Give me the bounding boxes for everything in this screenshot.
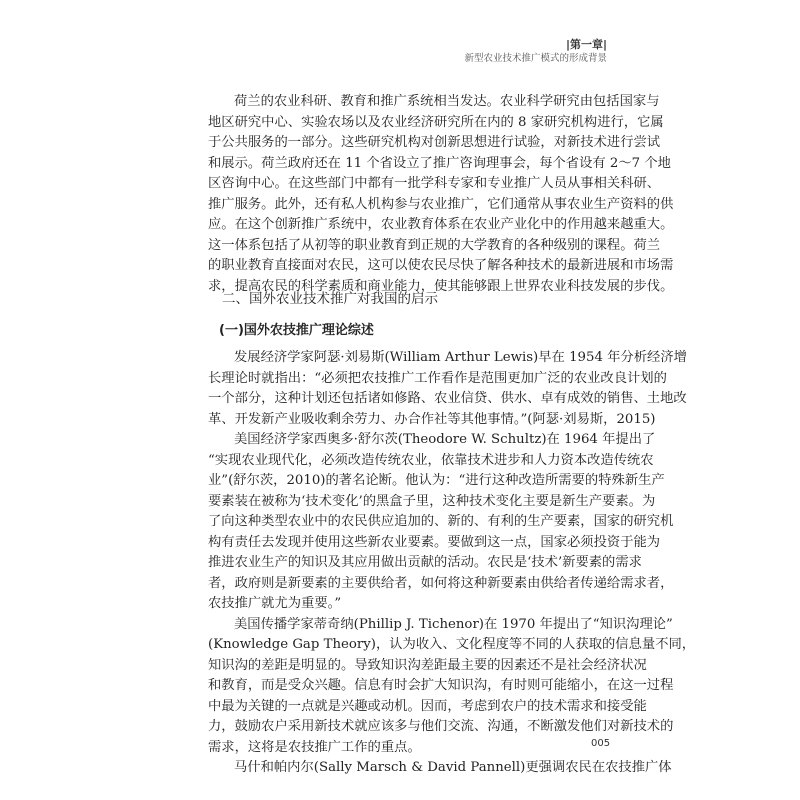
section-heading: 二、国外农业技术推广对我国的启示	[222, 291, 438, 307]
text-line: 了向这种类型农业中的农民供应追加的、新的、有利的生产要素，国家的研究机	[208, 514, 674, 529]
text-line: 荷兰的农业科研、教育和推广系统相当发达。农业科学研究由包括国家与	[234, 94, 660, 109]
text-line: 中最为关键的一点就是兴趣或动机。因而，考虑到农户的技术需求和接受能	[208, 698, 647, 714]
text-line: 美国经济学家西奥多·舒尔茨(Theodore W. Schultz)在 1964 年提出了	[234, 432, 656, 447]
text-line: 一个部分，这种计划还包括诸如修路、农业信贷、供水、卓有成效的销售、土地改	[208, 391, 687, 406]
paragraph-marsch-pannell	[208, 758, 672, 779]
text-line: 者，政府则是新要素的主要供给者，如何将这种新要素由供给者传递给需求者，	[208, 575, 674, 591]
text-line: 长理论时就指出：“必须把农技推广工作看作是范围更加广泛的农业改良计划的	[208, 370, 667, 386]
text-line: “实现农业现代化，必须改造传统农业，依靠技术进步和人力资本改造传统农	[208, 452, 654, 468]
text-line: 业”(舒尔茨，2010)的著名论断。他认为：“进行这种改造所需要的特殊新生产	[208, 473, 665, 488]
text-line: 推广服务。此外，还有私人机构参与农业推广，它们通常从事农业生产资料的供	[208, 196, 674, 212]
paragraph-netherlands	[208, 92, 674, 297]
paragraph-schultz	[208, 430, 674, 615]
chapter-label: |第一章|	[565, 38, 607, 51]
text-line: 和展示。荷兰政府还在 11 个省设立了推广咨询理事会，每个省设有 2～7 个地	[208, 155, 671, 171]
paragraph-tichenor	[208, 615, 696, 759]
subsection-heading: (一)国外农技推广理论综述	[219, 323, 374, 338]
text-line: 美国传播学家蒂奇纳(Phillip J. Tichenor)在 1970 年提出了“知识沟理论”	[234, 616, 673, 632]
text-line: 和教育，而是受众兴趣。信息有时会扩大知识沟，有时则可能缩小，在这一过程	[208, 678, 674, 693]
body-text-theories	[208, 348, 696, 779]
text-line: 需求，这将是农技推广工作的重点。	[208, 739, 421, 755]
paragraph-lewis	[208, 348, 687, 430]
text-line: 发展经济学家阿瑟·刘易斯(William Arthur Lewis)早在 1954 年分析经济增	[234, 350, 687, 365]
chapter-subtitle: 新型农业技术推广模式的形成背景	[464, 53, 607, 64]
text-line: 要素装在被称为‘技术变化’的黑盒子里，这种技术变化主要是新生产要素。为	[208, 493, 656, 509]
text-line: 知识沟的差距是明显的。导致知识沟差距最主要的因素还不是社会经济状况	[208, 657, 647, 673]
text-line: 区咨询中心。在这些部门中都有一批学科专家和专业推广人员从事相关科研、	[208, 176, 661, 191]
text-line: 革、开发新产业吸收剩余劳力、办合作社等其他事情。”(阿瑟·刘易斯，2015)	[208, 411, 656, 427]
text-line: 求，提高农民的科学素质和商业能力，使其能够跟上世界农业科技发展的步伐。	[208, 278, 674, 294]
text-line: 这一体系包括了从初等的职业教育到正规的大学教育的各种级别的课程。荷兰	[208, 237, 661, 253]
text-line: 构有责任去发现并使用这些新农业要素。要做到这一点，国家必须投资于能为	[208, 534, 661, 550]
text-line: 于公共服务的一部分。这些研究机构对创新思想进行试验，对新技术进行尝试	[208, 135, 661, 150]
text-line: 马什和帕内尔(Sally Marsch & David Pannell)更强调农民在农技推广体	[234, 760, 672, 775]
text-line: 推进农业生产的知识及其应用做出贡献的活动。农民是‘技术’新要素的需求	[208, 555, 642, 570]
text-line: 应。在这个创新推广系统中，农业教育体系在农业产业化中的作用越来越重大。	[208, 217, 674, 232]
text-line: 农技推广就尤为重要。”	[208, 596, 342, 611]
page-number: 005	[591, 738, 611, 749]
running-header	[464, 38, 607, 66]
text-line: (Knowledge Gap Theory)，认为收入、文化程度等不同的人获取的信息量不同，	[208, 637, 696, 652]
text-line: 地区研究中心、实验农场以及农业经济研究所在内的 8 家研究机构进行，它属	[208, 114, 664, 130]
text-line: 力，鼓励农户采用新技术就应该多与他们交流、沟通，不断激发他们对新技术的	[208, 719, 674, 734]
text-line: 的职业教育直接面对农民，这可以使农民尽快了解各种技术的最新进展和市场需	[208, 258, 674, 273]
